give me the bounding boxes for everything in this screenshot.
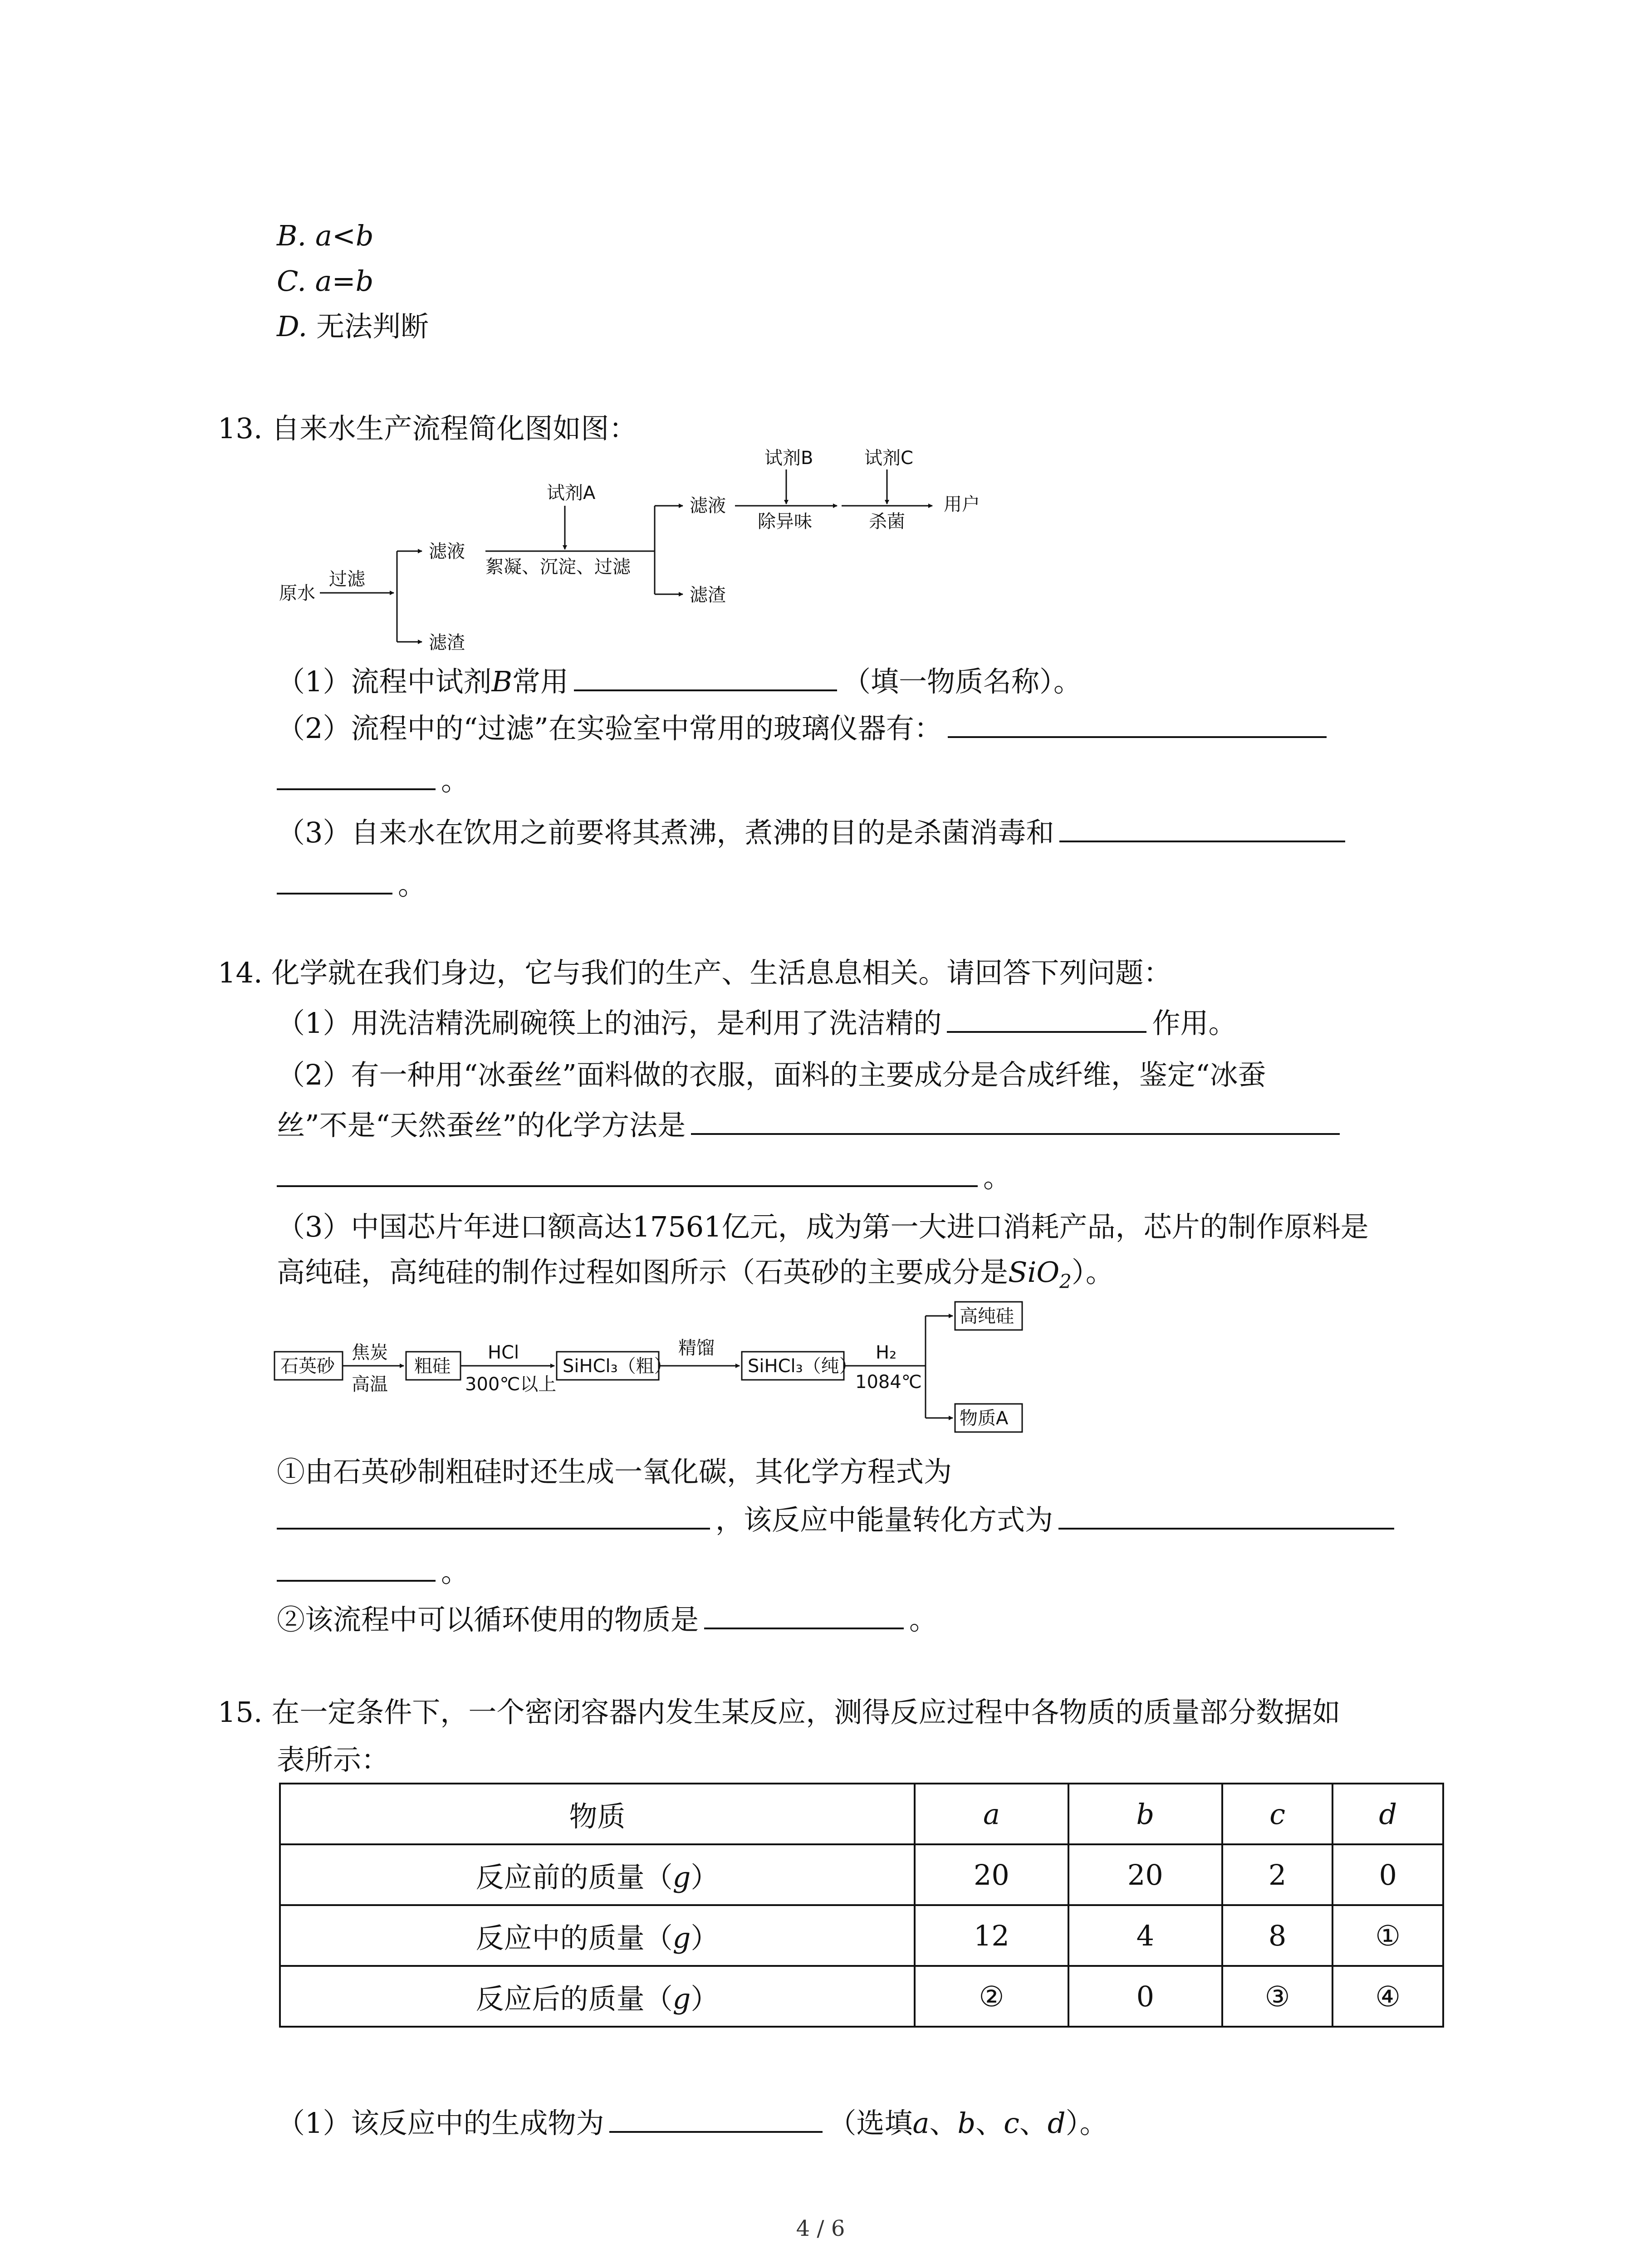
q15-part1: （1）该反应中的生成物为 （选填a、b、c、d）。 xyxy=(277,2105,1108,2141)
water-flow-diagram xyxy=(272,447,1021,655)
mass-table xyxy=(279,1783,1444,2028)
q13-answer-blank-3a[interactable] xyxy=(1059,814,1345,842)
silicon-flow-diagram xyxy=(272,1297,1053,1442)
q14-sub1-line2: ，该反应中能量转化方式为 xyxy=(277,1501,1400,1538)
q15-answer-blank-1[interactable] xyxy=(609,2105,823,2133)
pure-si-label: 高纯硅 xyxy=(960,1306,1014,1327)
table-row xyxy=(280,1905,1443,1966)
table-header-cell: b xyxy=(1068,1784,1222,1844)
q14-sub1-line3: 。 xyxy=(277,1554,469,1590)
user-label: 用户 xyxy=(944,494,980,515)
sihcl3-crude-label: SiHCl₃（粗） xyxy=(563,1356,672,1377)
filtrate2-label: 滤液 xyxy=(690,495,726,516)
table-header-cell: d xyxy=(1332,1784,1443,1844)
table-cell: ③ xyxy=(1222,1966,1333,2027)
q14-part3-line2: 高纯硅，高纯硅的制作过程如图所示（石英砂的主要成分是SiO$_2$）。 xyxy=(277,1256,1114,1293)
table-cell: ④ xyxy=(1332,1966,1443,2027)
q14-answer-blank-1[interactable] xyxy=(947,1005,1146,1033)
table-cell: 8 xyxy=(1222,1905,1333,1966)
table-cell: 20 xyxy=(1068,1844,1222,1905)
q14-part2-line2: 丝”不是“天然蚕丝”的化学方法是 xyxy=(277,1107,1345,1144)
filtrate1-label: 滤液 xyxy=(429,541,465,562)
q14-part1: （1）用洗洁精洗刷碗筷上的油污，是利用了洗洁精的 作用。 xyxy=(277,1005,1236,1041)
table-row xyxy=(280,1844,1443,1905)
table-header-cell: a xyxy=(915,1784,1068,1844)
temp300-label: 300℃以上 xyxy=(465,1374,557,1395)
hcl-label: HCl xyxy=(488,1342,519,1363)
q15-line1: 15. 在一定条件下，一个密闭容器内发生某反应，测得反应过程中各物质的质量部分数据如 xyxy=(218,1696,1341,1729)
table-cell: ① xyxy=(1332,1905,1443,1966)
q13-answer-blank-2a[interactable] xyxy=(948,710,1327,738)
table-cell: 12 xyxy=(915,1905,1068,1966)
h2-label: H₂ xyxy=(876,1342,897,1363)
table-cell: 4 xyxy=(1068,1905,1222,1966)
q13-part3-cont: 。 xyxy=(277,866,426,903)
temp1084-label: 1084℃ xyxy=(855,1372,922,1393)
table-row-label: 反应后的质量（g） xyxy=(280,1966,915,2027)
table-header-row xyxy=(280,1784,1443,1844)
table-cell: 0 xyxy=(1068,1966,1222,2027)
q14-answer-blank-4[interactable] xyxy=(704,1601,904,1629)
q13-part3: （3）自来水在饮用之前要将其煮沸，煮沸的目的是杀菌消毒和 xyxy=(277,814,1351,851)
table-row-label: 反应中的质量（g） xyxy=(280,1905,915,1966)
option-d: D. 无法判断 xyxy=(277,310,429,343)
table-row-label: 反应前的质量（g） xyxy=(280,1844,915,1905)
option-b: B. a<b xyxy=(277,219,374,252)
table-cell: 20 xyxy=(915,1844,1068,1905)
table-cell: 0 xyxy=(1332,1844,1443,1905)
reagent-a-label: 试剂A xyxy=(547,483,596,503)
q14-sub2: ②该流程中可以循环使用的物质是 。 xyxy=(277,1601,937,1638)
process1-label: 絮凝、沉淀、过滤 xyxy=(485,557,631,577)
q14-answer-blank-3b[interactable] xyxy=(1058,1501,1394,1530)
table-cell: 2 xyxy=(1222,1844,1333,1905)
table-header-cell: c xyxy=(1222,1784,1333,1844)
q14-part2-line3: 。 xyxy=(277,1159,1011,1196)
sterilize-label: 杀菌 xyxy=(869,511,905,532)
table-cell: ② xyxy=(915,1966,1068,2027)
table-header-cell: 物质 xyxy=(280,1784,915,1844)
q13-part2-cont: 。 xyxy=(277,762,469,799)
quartz-label: 石英砂 xyxy=(280,1356,335,1377)
q14-stem: 14. 化学就在我们身边，它与我们的生产、生活息息相关。请回答下列问题： xyxy=(218,956,1172,989)
substance-a-label: 物质A xyxy=(960,1408,1009,1429)
q14-answer-blank-3c[interactable] xyxy=(277,1554,436,1582)
q13-answer-blank-2b[interactable] xyxy=(277,762,436,790)
q13-answer-blank-3b[interactable] xyxy=(277,866,392,894)
q15-line2: 表所示： xyxy=(277,1743,390,1776)
residue1-label: 滤渣 xyxy=(429,632,465,653)
deodor-label: 除异味 xyxy=(758,511,812,532)
reagent-b-label: 试剂B xyxy=(764,448,813,469)
q13-part1: （1）流程中试剂B常用 （填一物质名称）。 xyxy=(277,663,1082,700)
filter-label: 过滤 xyxy=(329,569,365,590)
q13-part2: （2）流程中的“过滤”在实验室中常用的玻璃仪器有： xyxy=(277,710,1332,747)
distill-label: 精馏 xyxy=(678,1338,715,1359)
option-c: C. a=b xyxy=(277,264,374,298)
crude-si-label: 粗硅 xyxy=(414,1356,451,1377)
q14-part2-line1: （2）有一种用“冰蚕丝”面料做的衣服，面料的主要成分是合成纤维，鉴定“冰蚕 xyxy=(277,1058,1266,1091)
q13-answer-blank-1[interactable] xyxy=(574,663,837,691)
high-temp-label: 高温 xyxy=(352,1374,388,1395)
page-number: 4 / 6 xyxy=(796,2216,845,2241)
table-row xyxy=(280,1966,1443,2027)
q14-part3-line1: （3）中国芯片年进口额高达17561亿元，成为第一大进口消耗产品，芯片的制作原料是 xyxy=(277,1210,1369,1243)
q14-answer-blank-2b[interactable] xyxy=(277,1159,978,1187)
q14-answer-blank-2a[interactable] xyxy=(691,1107,1340,1135)
q13-stem: 13. 自来水生产流程简化图如图： xyxy=(218,412,637,445)
raw-water-label: 原水 xyxy=(279,583,315,604)
q14-answer-blank-3a[interactable] xyxy=(277,1501,710,1530)
sihcl3-pure-label: SiHCl₃（纯） xyxy=(748,1356,857,1377)
q14-sub1-line1: ①由石英砂制粗硅时还生成一氧化碳，其化学方程式为 xyxy=(277,1455,952,1488)
coke-label: 焦炭 xyxy=(352,1342,388,1363)
reagent-c-label: 试剂C xyxy=(864,448,913,469)
residue2-label: 滤渣 xyxy=(690,585,726,606)
